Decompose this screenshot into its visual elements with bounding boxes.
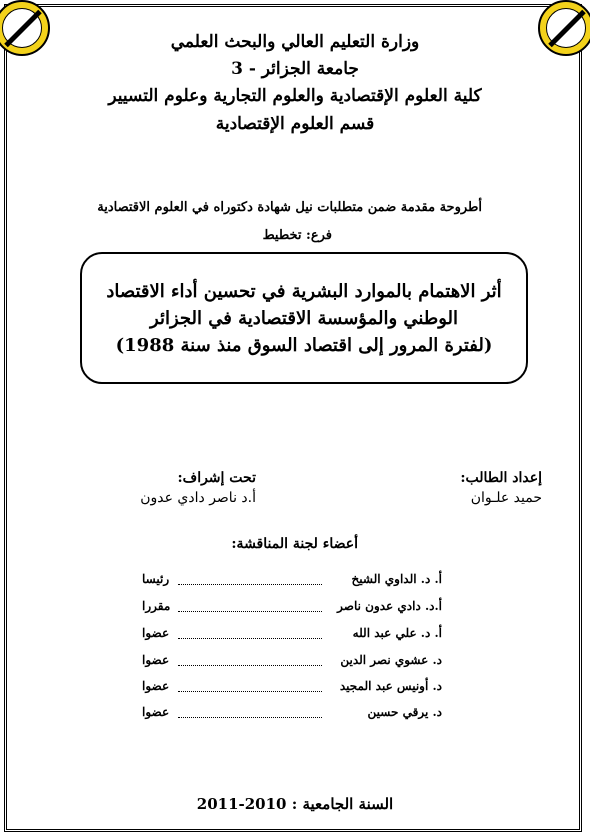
member-role: مقررا	[142, 599, 171, 613]
committee-member	[142, 679, 442, 699]
dotted-leader	[178, 665, 322, 666]
thesis-title-line: (لفترة المرور إلى اقتصاد السوق منذ سنة 1988)	[115, 334, 493, 356]
member-role: رئيسا	[142, 572, 170, 586]
academic-year: السنة الجامعية : 2010-2011	[196, 795, 394, 813]
member-name: د. أونيس عبد المجيد	[339, 679, 442, 693]
faculty-heading: كلية العلوم الإقتصادية والعلوم التجارية وعلوم التسيير	[108, 86, 482, 106]
member-name: د. عشوي نصر الدين	[340, 653, 442, 667]
thesis-title-box	[80, 252, 528, 384]
committee-member	[142, 705, 442, 725]
member-role: عضوا	[142, 653, 170, 667]
member-name: د. يرقي حسين	[367, 705, 442, 719]
committee-member	[142, 599, 442, 619]
member-name: أ.د. دادي عدون ناصر	[337, 599, 442, 613]
dotted-leader	[178, 691, 322, 692]
committee-member	[142, 626, 442, 646]
supervisor-name: أ.د ناصر دادي عدون	[140, 490, 256, 506]
committee-label: أعضاء لجنة المناقشة:	[231, 536, 358, 552]
department-heading: قسم العلوم الإقتصادية	[215, 114, 375, 134]
thesis-purpose: أطروحة مقدمة ضمن متطلبات نيل شهادة دكتوراه في العلوم الاقتصادية	[97, 200, 482, 215]
thesis-branch: فرع: تخطيط	[262, 228, 332, 243]
member-name: أ. د. الداوي الشيخ	[351, 572, 442, 586]
dotted-leader	[178, 584, 322, 585]
dotted-leader	[178, 611, 322, 612]
member-role: عضوا	[142, 626, 170, 640]
dotted-leader	[178, 717, 322, 718]
dotted-leader	[178, 638, 322, 639]
thesis-title-line: الوطني والمؤسسة الاقتصادية في الجزائر	[150, 307, 458, 329]
member-role: عضوا	[142, 679, 170, 693]
supervisor-label: تحت إشراف:	[177, 470, 256, 486]
student-label: إعداد الطالب:	[460, 470, 542, 486]
committee-member	[142, 572, 442, 592]
ministry-heading: وزارة التعليم العالي والبحث العلمي	[170, 32, 420, 52]
member-name: أ. د. علي عبد الله	[352, 626, 442, 640]
university-heading: جامعة الجزائر - 3	[231, 59, 359, 79]
student-name: حميد علـوان	[470, 490, 542, 506]
committee-member	[142, 653, 442, 673]
thesis-title-line: أثر الاهتمام بالموارد البشرية في تحسين أداء الاقتصاد	[106, 280, 502, 302]
member-role: عضوا	[142, 705, 170, 719]
